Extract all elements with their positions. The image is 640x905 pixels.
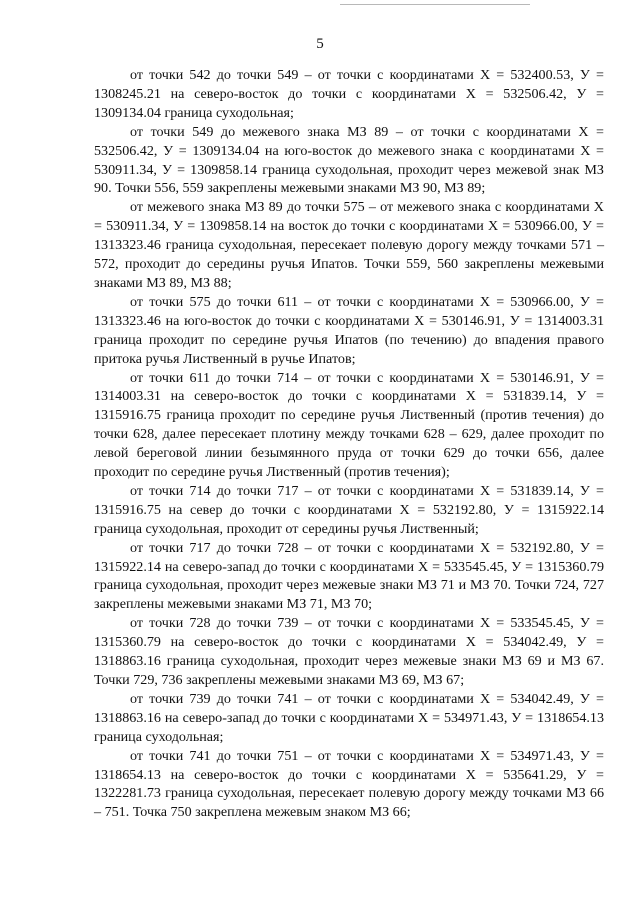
paragraph-6: от точки 714 до точки 717 – от точки с координатами Х = 531839.14, У = 1315916.75 на север до точки с координатами Х = 532192.80, У = 1315922.14 граница суходольная, проходит от середины ручья Лиственный; (94, 482, 604, 537)
paragraph-3: от межевого знака МЗ 89 до точки 575 – от межевого знака с координатами Х = 530911.34, У = 1309858.14 на восток до точки с координатами Х = 530966.00, У = 1313323.46 граница суходольная, пересекает полевую дорогу между точками 571 – 572, проходит до середины ручья Ипатов. Точки 559, 560 закреплены межевыми знаками МЗ 89, МЗ 88; (94, 199, 604, 291)
paragraph-8: от точки 728 до точки 739 – от точки с координатами Х = 533545.45, У = 1315360.79 на северо-восток до точки с координатами Х = 534042.49, У = 1318863.16 граница суходольная, проходит через межевые знаки МЗ 69 и МЗ 67. Точки 729, 736 закреплены межевыми знаками МЗ 69, МЗ 67; (94, 615, 604, 688)
paragraph-9: от точки 739 до точки 741 – от точки с координатами Х = 534042.49, У = 1318863.16 на северо-запад до точки с координатами Х = 534971.43, У = 1318654.13 граница суходольная; (94, 690, 604, 745)
page-number: 5 (316, 36, 324, 52)
paragraph-7: от точки 717 до точки 728 – от точки с координатами Х = 532192.80, У = 1315922.14 на северо-запад до точки с координатами Х = 533545.45, У = 1315360.79 граница суходольная, проходит через межевые знаки МЗ 71 и МЗ 70. Точки 724, 727 закреплены межевыми знаками МЗ 71, МЗ 70; (94, 539, 604, 613)
top-divider-line (340, 4, 530, 5)
paragraph-5: от точки 611 до точки 714 – от точки с координатами Х = 530146.91, У = 1314003.31 на северо-восток до точки с координатами Х = 531839.14, У = 1315916.75 граница проходит по середине ручья Лиственный (против течения) до точки 628, далее пересекает плотину между точками 628 – 629, далее проходит по левой береговой линии безымянного пруда от точки 629 до точки 656, далее проходит по середине ручья Лиственный (против течения); (94, 369, 604, 481)
paragraph-4: от точки 575 до точки 611 – от точки с координатами Х = 530966.00, У = 1313323.46 на юго-восток до точки с координатами Х = 530146.91, У = 1314003.31 граница проходит по середине ручья Ипатов (по течению) до впадения правого притока ручья Лиственный в ручье Ипатов; (94, 293, 604, 367)
paragraph-10: от точки 741 до точки 751 – от точки с координатами Х = 534971.43, У = 1318654.13 на северо-восток до точки с координатами Х = 535641.29, У = 1322281.73 граница суходольная, пересекает полевую дорогу между точками МЗ 66 – 751. Точка 750 закреплена межевым знаком МЗ 66; (94, 747, 604, 821)
document-body (94, 66, 604, 822)
paragraph-1: от точки 542 до точки 549 – от точки с координатами Х = 532400.53, У = 1308245.21 на северо-восток до точки с координатами Х = 532506.42, У = 1309134.04 граница суходольная; (94, 67, 604, 121)
paragraph-2: от точки 549 до межевого знака МЗ 89 – от точки с координатами Х = 532506.42, У = 1309134.04 на юго-восток до межевого знака с координатами Х = 530911.34, У = 1309858.14 граница суходольная, проходит через межевой знак МЗ 90. Точки 556, 559 закреплены межевыми знаками МЗ 90, МЗ 89; (94, 123, 604, 197)
